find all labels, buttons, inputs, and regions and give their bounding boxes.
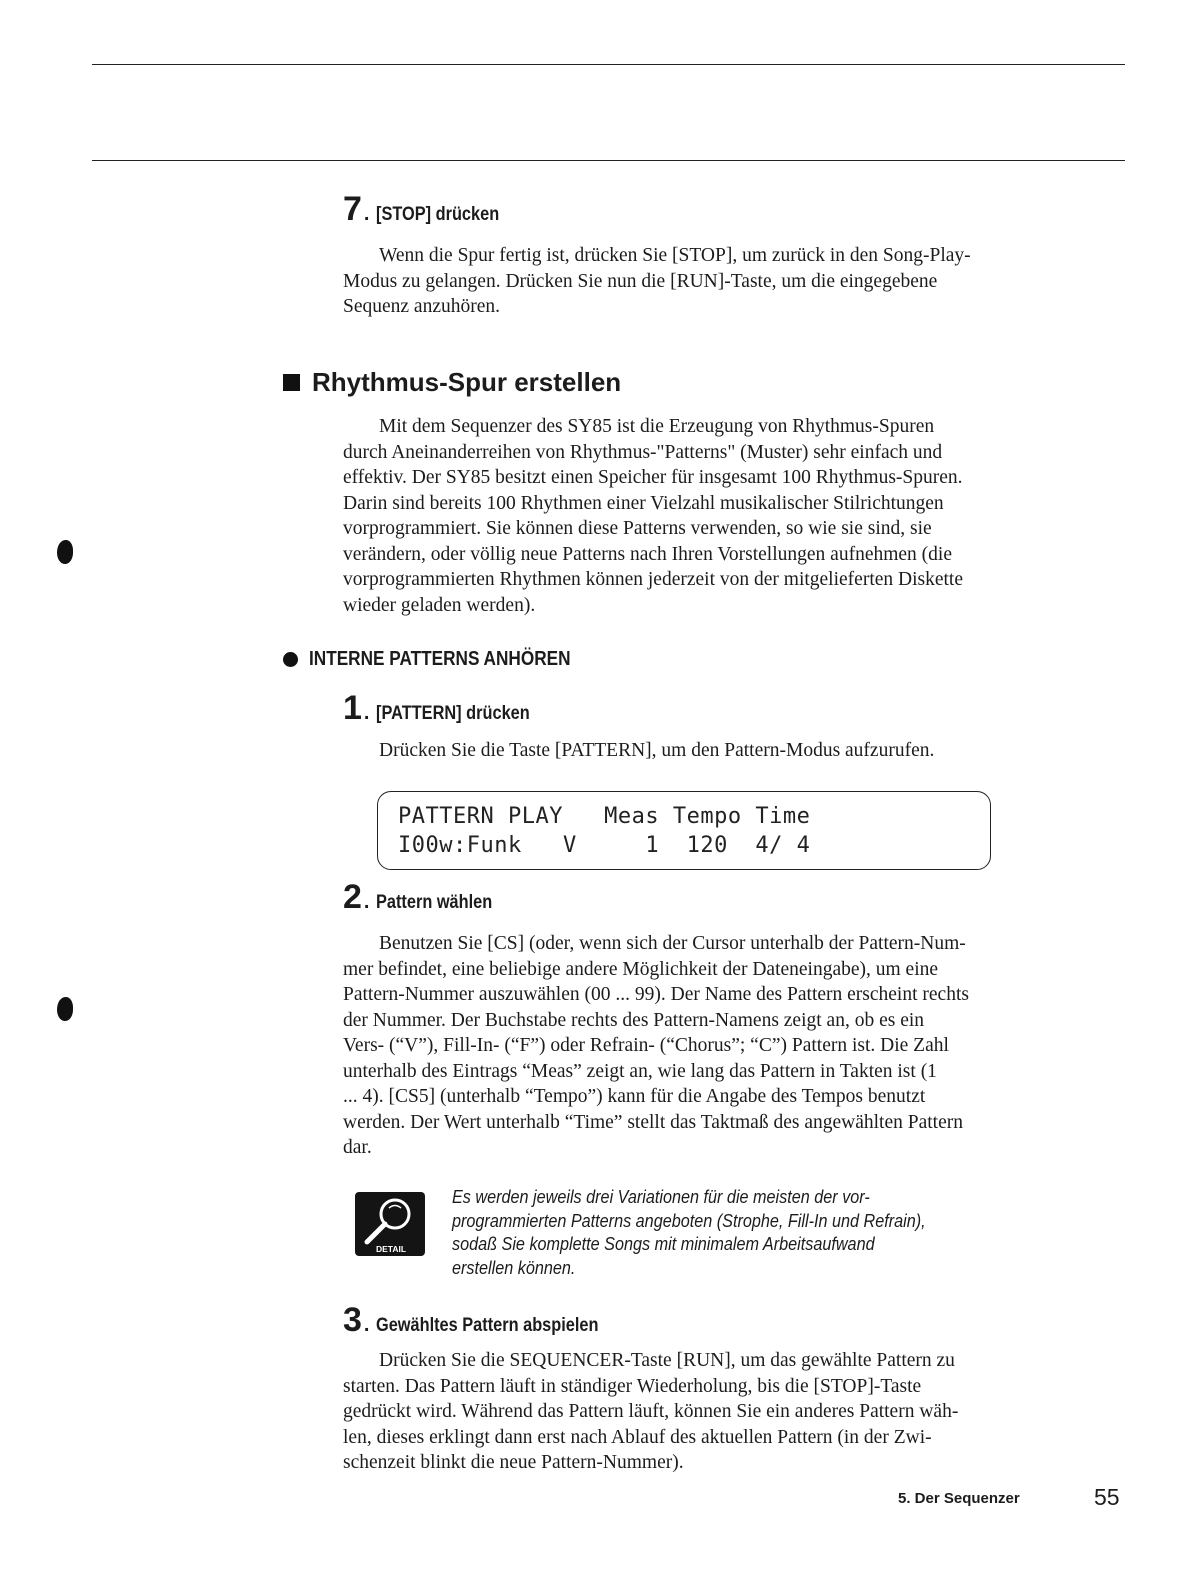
step-3-text (343, 1348, 1113, 1476)
page-number: 55 (1094, 1484, 1120, 1510)
lcd-row-1: PATTERN PLAY Meas Tempo Time (398, 804, 811, 829)
section-heading (283, 367, 621, 398)
line: starten. Das Pattern läuft in ständiger Wiederholung, bis die [STOP]-Taste (343, 1375, 922, 1397)
line: verändern, oder völlig neue Patterns nach Ihren Vorstellungen aufnehmen (die (343, 543, 952, 565)
line: dar. (343, 1137, 372, 1158)
line: effektiv. Der SY85 besitzt einen Speicher für insgesamt 100 Rhythmus-Spuren. (343, 467, 963, 488)
line: Sequenz anzuhören. (343, 296, 501, 317)
step-dot: . (363, 702, 370, 724)
line: vorprogrammierten Rhythmen können jederzeit von der mitgelieferten Diskette (343, 569, 964, 590)
step-dot: . (363, 891, 370, 913)
lcd-display (377, 791, 991, 870)
section-intro (343, 414, 1111, 618)
line: len, dieses erklingt dann erst nach Ablauf des aktuellen Pattern (in der Zwi- (343, 1426, 932, 1448)
step-dot: . (363, 203, 370, 225)
magnifier-icon (355, 1192, 425, 1256)
section-title: Rhythmus-Spur erstellen (312, 367, 622, 397)
step-3-heading (343, 1303, 635, 1337)
punch-hole-mark (57, 540, 73, 564)
line: mer befindet, eine beliebige andere Möglichkeit der Dateneingabe), um eine (343, 958, 939, 980)
line: wieder geladen werden). (343, 594, 536, 616)
line: Drücken Sie die Taste [PATTERN], um den Pattern-Modus aufzurufen. (379, 740, 935, 761)
line: erstellen können. (452, 1257, 576, 1278)
line: Drücken Sie die SEQUENCER-Taste [RUN], um das gewählte Pattern zu (379, 1350, 955, 1371)
line: Vers- (“V”), Fill-In- (“F”) oder Refrain- (“Chorus”; “C”) Pattern ist. Die Zahl (343, 1035, 949, 1056)
line: gedrückt wird. Während das Pattern läuft, können Sie ein anderes Pattern wäh- (343, 1401, 959, 1422)
line: Mit dem Sequenzer des SY85 ist die Erzeugung von Rhythmus-Spuren (379, 416, 935, 437)
detail-icon-label: DETAIL (376, 1244, 407, 1254)
line: Pattern-Nummer auszuwählen (00 ... 99). Der Name des Pattern erscheint rechts (343, 984, 969, 1005)
step-number: 2 (343, 878, 361, 916)
step-2-text (343, 931, 1123, 1161)
subsection-title: INTERNE PATTERNS ANHÖREN (309, 648, 571, 670)
round-bullet-icon (283, 652, 298, 667)
step-7-text (343, 243, 1123, 320)
step-number: 7 (343, 190, 361, 228)
step-number: 3 (343, 1301, 361, 1339)
detail-magnifier-icon (355, 1192, 425, 1256)
step-title: [PATTERN] drücken (376, 703, 531, 724)
lcd-row-2: I00w:Funk V 1 120 4/ 4 (398, 833, 811, 858)
line: Benutzen Sie [CS] (oder, wenn sich der Cursor unterhalb der Pattern-Num- (379, 933, 966, 954)
step-2-heading (343, 880, 512, 914)
line: vorprogrammiert. Sie können diese Patterns verwenden, so wie sie sind, sie (343, 518, 932, 539)
detail-note (452, 1186, 1072, 1280)
line: ... 4). [CS5] (unterhalb “Tempo”) kann für die Angabe des Tempos benutzt (343, 1086, 926, 1107)
step-title: Gewähltes Pattern abspielen (376, 1315, 599, 1336)
step-7-heading (343, 192, 520, 226)
line: Darin sind bereits 100 Rhythmen einer Vielzahl musikalischer Stilrichtungen (343, 492, 944, 514)
line: werden. Der Wert unterhalb “Time” stellt das Taktmaß des angewählten Pattern (343, 1111, 963, 1133)
step-title: Pattern wählen (376, 892, 493, 913)
step-title: [STOP] drücken (376, 204, 500, 225)
line: der Nummer. Der Buchstabe rechts des Pattern-Namens zeigt an, ob es ein (343, 1009, 925, 1031)
line: sodaß Sie komplette Songs mit minimalem Arbeitsaufwand (452, 1234, 875, 1254)
line: durch Aneinanderreihen von Rhythmus-"Patterns" (Muster) sehr einfach und (343, 441, 943, 463)
step-number: 1 (343, 689, 361, 727)
step-dot: . (363, 1314, 370, 1336)
footer-chapter: 5. Der Sequenzer (898, 1490, 1020, 1507)
step-1-text (343, 738, 1123, 764)
header-rule (92, 160, 1125, 161)
square-bullet-icon (283, 374, 300, 391)
punch-hole-mark (57, 997, 73, 1021)
line: unterhalb des Eintrags “Meas” zeigt an, wie lang das Pattern in Takten ist (1 (343, 1060, 937, 1082)
line: Es werden jeweils drei Variationen für die meisten der vor- (452, 1187, 870, 1207)
line: schenzeit blinkt die neue Pattern-Nummer). (343, 1452, 684, 1473)
line: Wenn die Spur fertig ist, drücken Sie [STOP], um zurück in den Song-Play- (379, 245, 971, 266)
step-1-heading (343, 691, 555, 725)
line: Modus zu gelangen. Drücken Sie nun die [RUN]-Taste, um die eingegebene (343, 270, 938, 292)
top-rule (92, 64, 1125, 65)
subsection-heading (283, 648, 613, 671)
line: programmierten Patterns angeboten (Strophe, Fill-In und Refrain), (452, 1210, 926, 1231)
